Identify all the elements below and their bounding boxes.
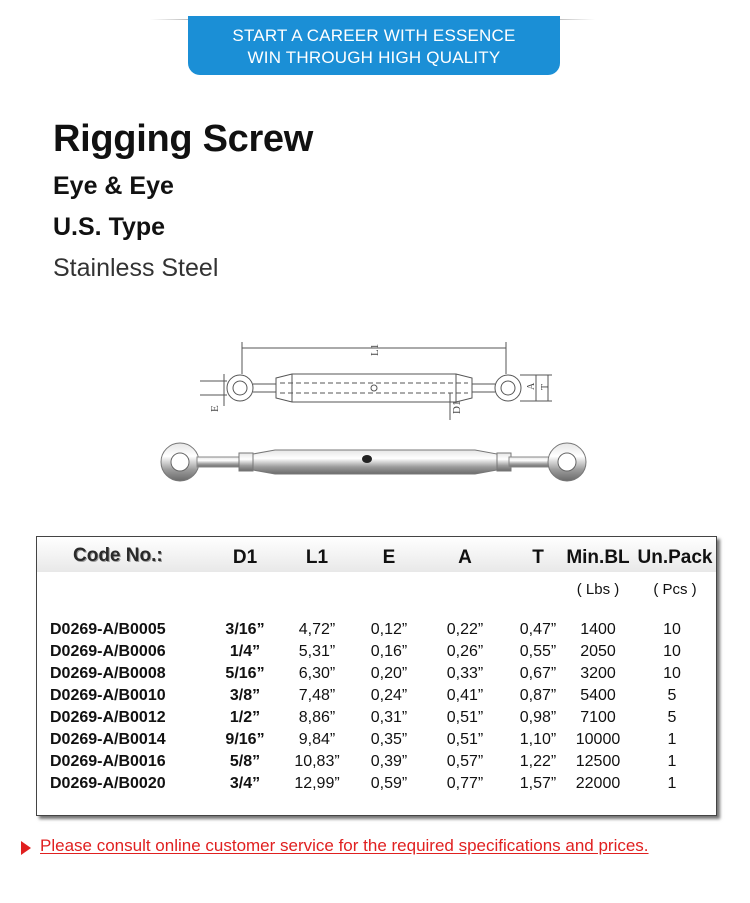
cell-l1: 10,83”: [294, 753, 340, 770]
header-code: Code No.:: [73, 545, 163, 566]
cell-a: 0,51”: [446, 709, 484, 726]
slogan-banner: [188, 16, 560, 75]
dim-label-e: E: [209, 405, 221, 412]
cell-un-pack: 1: [667, 775, 677, 792]
cell-min-bl: 2050: [580, 643, 616, 660]
cell-l1: 9,84”: [298, 731, 336, 748]
dim-label-a: A: [526, 382, 537, 390]
header-l1: L1: [305, 547, 329, 568]
cell-l1: 4,72”: [298, 621, 336, 638]
cell-min-bl: 22000: [575, 775, 621, 792]
cell-code: D0269-A/B0006: [50, 643, 166, 660]
cell-e: 0,24”: [370, 687, 408, 704]
cell-a: 0,26”: [446, 643, 484, 660]
cell-t: 0,87”: [519, 687, 557, 704]
cell-d1: 3/16”: [225, 621, 265, 638]
cell-e: 0,35”: [370, 731, 408, 748]
cell-t: 1,10”: [519, 731, 557, 748]
table-row: [37, 643, 716, 665]
consult-notice-link[interactable]: Please consult online customer service for the required specifications and prices.: [40, 836, 649, 855]
cell-a: 0,51”: [446, 731, 484, 748]
cell-code: D0269-A/B0016: [50, 753, 166, 770]
cell-code: D0269-A/B0005: [50, 621, 166, 638]
table-row: [37, 731, 716, 753]
cell-a: 0,77”: [446, 775, 484, 792]
cell-l1: 8,86”: [298, 709, 336, 726]
spec-table: [36, 536, 717, 816]
header-un-pack: Un.Pack: [637, 547, 713, 568]
cell-e: 0,12”: [370, 621, 408, 638]
cell-t: 0,98”: [519, 709, 557, 726]
cell-d1: 3/8”: [229, 687, 261, 704]
cell-d1: 3/4”: [229, 775, 261, 792]
cell-d1: 1/4”: [229, 643, 261, 660]
table-row: [37, 753, 716, 775]
cell-un-pack: 1: [667, 731, 677, 748]
cell-un-pack: 10: [663, 621, 681, 638]
header-a: A: [458, 547, 472, 568]
cell-code: D0269-A/B0012: [50, 709, 166, 726]
cell-min-bl: 5400: [580, 687, 616, 704]
banner-line-1: START A CAREER WITH ESSENCE: [232, 26, 516, 45]
cell-l1: 5,31”: [298, 643, 336, 660]
cell-a: 0,33”: [446, 665, 484, 682]
cell-un-pack: 10: [663, 643, 681, 660]
cell-e: 0,59”: [370, 775, 408, 792]
cell-code: D0269-A/B0020: [50, 775, 166, 792]
cell-d1: 9/16”: [225, 731, 265, 748]
cell-t: 0,47”: [519, 621, 557, 638]
table-row: [37, 621, 716, 643]
product-subtitle-eye: Eye & Eye: [53, 172, 174, 200]
cell-a: 0,22”: [446, 621, 484, 638]
cell-d1: 5/16”: [225, 665, 265, 682]
product-subtitle-type: U.S. Type: [53, 213, 166, 241]
cell-l1: 12,99”: [294, 775, 340, 792]
cell-d1: 1/2”: [229, 709, 261, 726]
cell-min-bl: 12500: [575, 753, 621, 770]
cell-un-pack: 1: [667, 753, 677, 770]
cell-un-pack: 5: [667, 687, 677, 704]
unit-min-bl: ( Lbs ): [576, 581, 620, 598]
triangle-right-icon: [21, 841, 31, 855]
cell-l1: 7,48”: [298, 687, 336, 704]
cell-a: 0,57”: [446, 753, 484, 770]
header-t: T: [532, 547, 544, 568]
cell-t: 0,55”: [519, 643, 557, 660]
table-row: [37, 709, 716, 731]
product-photo: [155, 432, 595, 492]
banner-line-2: WIN THROUGH HIGH QUALITY: [247, 48, 501, 67]
product-title: Rigging Screw: [53, 118, 314, 160]
product-material: Stainless Steel: [53, 254, 219, 282]
cell-un-pack: 10: [663, 665, 681, 682]
cell-e: 0,39”: [370, 753, 408, 770]
cell-code: D0269-A/B0014: [50, 731, 166, 748]
table-row: [37, 687, 716, 709]
unit-un-pack: ( Pcs ): [653, 581, 697, 598]
cell-un-pack: 5: [667, 709, 677, 726]
cell-t: 1,22”: [519, 753, 557, 770]
header-e: E: [382, 547, 396, 568]
table-row: [37, 775, 716, 797]
cell-a: 0,41”: [446, 687, 484, 704]
cell-min-bl: 1400: [580, 621, 616, 638]
cell-e: 0,20”: [370, 665, 408, 682]
cell-min-bl: 3200: [580, 665, 616, 682]
cell-code: D0269-A/B0010: [50, 687, 166, 704]
cell-d1: 5/8”: [229, 753, 261, 770]
dim-label-t: T: [540, 383, 551, 390]
cell-min-bl: 10000: [575, 731, 621, 748]
cell-t: 1,57”: [519, 775, 557, 792]
header-min-bl: Min.BL: [566, 547, 630, 568]
dim-label-l1: L1: [369, 343, 381, 356]
cell-l1: 6,30”: [298, 665, 336, 682]
header-d1: D1: [232, 547, 258, 568]
cell-e: 0,31”: [370, 709, 408, 726]
technical-drawing: [180, 336, 560, 430]
cell-e: 0,16”: [370, 643, 408, 660]
cell-code: D0269-A/B0008: [50, 665, 166, 682]
table-row: [37, 665, 716, 687]
cell-t: 0,67”: [519, 665, 557, 682]
cell-min-bl: 7100: [580, 709, 616, 726]
dim-label-d1: D1: [451, 400, 463, 414]
